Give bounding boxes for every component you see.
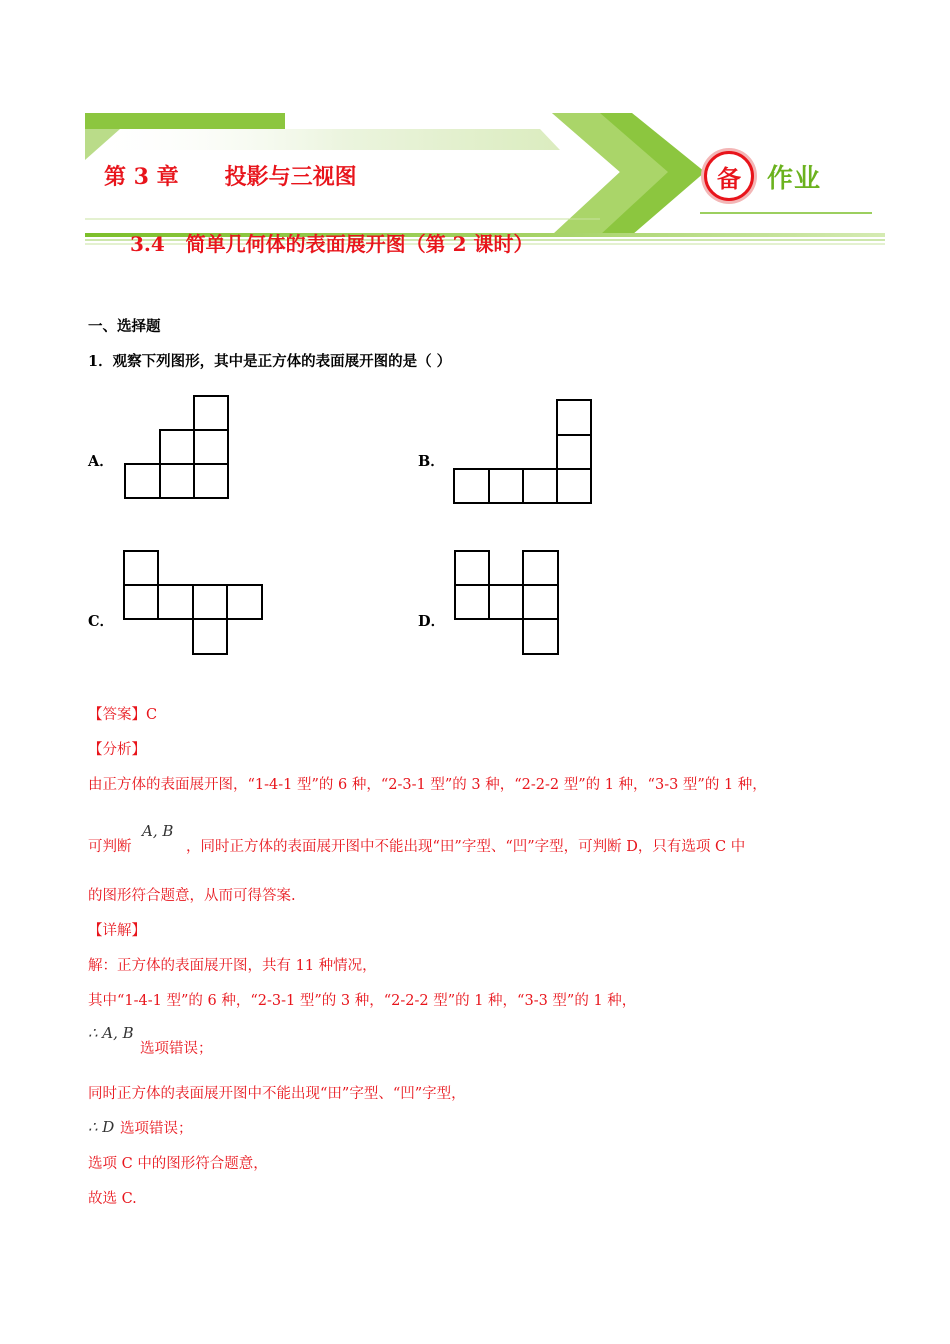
net-square	[124, 585, 158, 619]
net-square	[160, 464, 194, 498]
question-stem	[88, 352, 451, 372]
net-square	[194, 464, 228, 498]
detail-line-7: 故选 C.	[88, 1191, 137, 1207]
net-square	[194, 430, 228, 464]
net-square	[557, 400, 591, 435]
net-square	[160, 430, 194, 464]
analysis-line-1: 由正方体的表面展开图，“1-4-1 型”的 6 种，“2-3-1 型”的 3 种，“2-2-2 型”的 1 种，“3-3 型”的 1 种，	[88, 777, 767, 793]
net-square	[193, 585, 227, 619]
header-banner	[0, 0, 950, 260]
net-square	[124, 551, 158, 585]
detail-tag: 【详解】	[88, 923, 146, 939]
header-top-bar	[85, 113, 285, 129]
option-d-net	[451, 547, 563, 659]
net-square	[523, 551, 558, 585]
option-a-label: A．	[88, 453, 114, 470]
question-section-title: 一、选择题	[88, 318, 161, 335]
net-square	[455, 551, 489, 585]
question-number: 1．	[88, 353, 113, 370]
option-c-net	[120, 547, 266, 659]
detail-line-1: 解：正方体的表面展开图，共有 11 种情况，	[88, 958, 377, 974]
section-title: 3.4 简单几何体的表面展开图（第 2 课时）	[130, 232, 534, 256]
analysis-math-ab: A, B	[142, 822, 174, 840]
analysis-tag: 【分析】	[88, 742, 146, 758]
option-c-label: C．	[88, 613, 115, 630]
badge-icon: 备	[704, 151, 754, 201]
net-square	[523, 619, 558, 654]
option-a-net	[120, 392, 232, 504]
detail-line-6: 选项 C 中的图形符合题意，	[88, 1156, 268, 1172]
answer-value: C	[146, 707, 158, 723]
net-square	[158, 585, 193, 619]
detail-math-d: ∴ D	[88, 1118, 115, 1136]
net-square	[454, 469, 489, 503]
detail-line-5-suffix: 选项错误；	[120, 1121, 193, 1137]
question-text: 观察下列图形，其中是正方体的表面展开图的是（ ）	[112, 353, 452, 370]
option-d-label: D．	[418, 613, 446, 630]
header-fade-band	[85, 129, 560, 150]
net-square	[489, 469, 523, 503]
detail-line-3-suffix: 选项错误；	[140, 1041, 213, 1057]
net-square	[557, 435, 591, 469]
answer-tag: 【答案】	[88, 707, 146, 723]
analysis-line-3: 的图形符合题意，从而可得答案.	[88, 888, 296, 904]
analysis-line-2-prefix: 可判断	[88, 839, 132, 855]
option-b-net	[450, 396, 596, 508]
net-square	[125, 464, 160, 498]
net-square	[523, 469, 557, 503]
net-square	[523, 585, 558, 619]
net-square	[557, 469, 591, 503]
net-square	[194, 396, 228, 430]
net-square	[489, 585, 523, 619]
net-square	[193, 619, 227, 654]
option-b-label: B．	[418, 453, 445, 470]
analysis-line-2-suffix: ，同时正方体的表面展开图中不能出现“田”字型、“凹”字型，可判断 D，只有选项 C 中	[186, 839, 746, 855]
chapter-title: 第 3 章 投影与三视图	[104, 164, 357, 190]
net-square	[227, 585, 262, 619]
answer-line	[88, 705, 157, 725]
detail-line-4: 同时正方体的表面展开图中不能出现“田”字型、“凹”字型，	[88, 1086, 466, 1102]
net-square	[455, 585, 489, 619]
detail-line-2: 其中“1-4-1 型”的 6 种，“2-3-1 型”的 3 种，“2-2-2 型”的 1 种，“3-3 型”的 1 种，	[88, 993, 637, 1009]
badge-label: 作业	[767, 164, 822, 194]
detail-math-ab: ∴ A, B	[88, 1024, 134, 1042]
